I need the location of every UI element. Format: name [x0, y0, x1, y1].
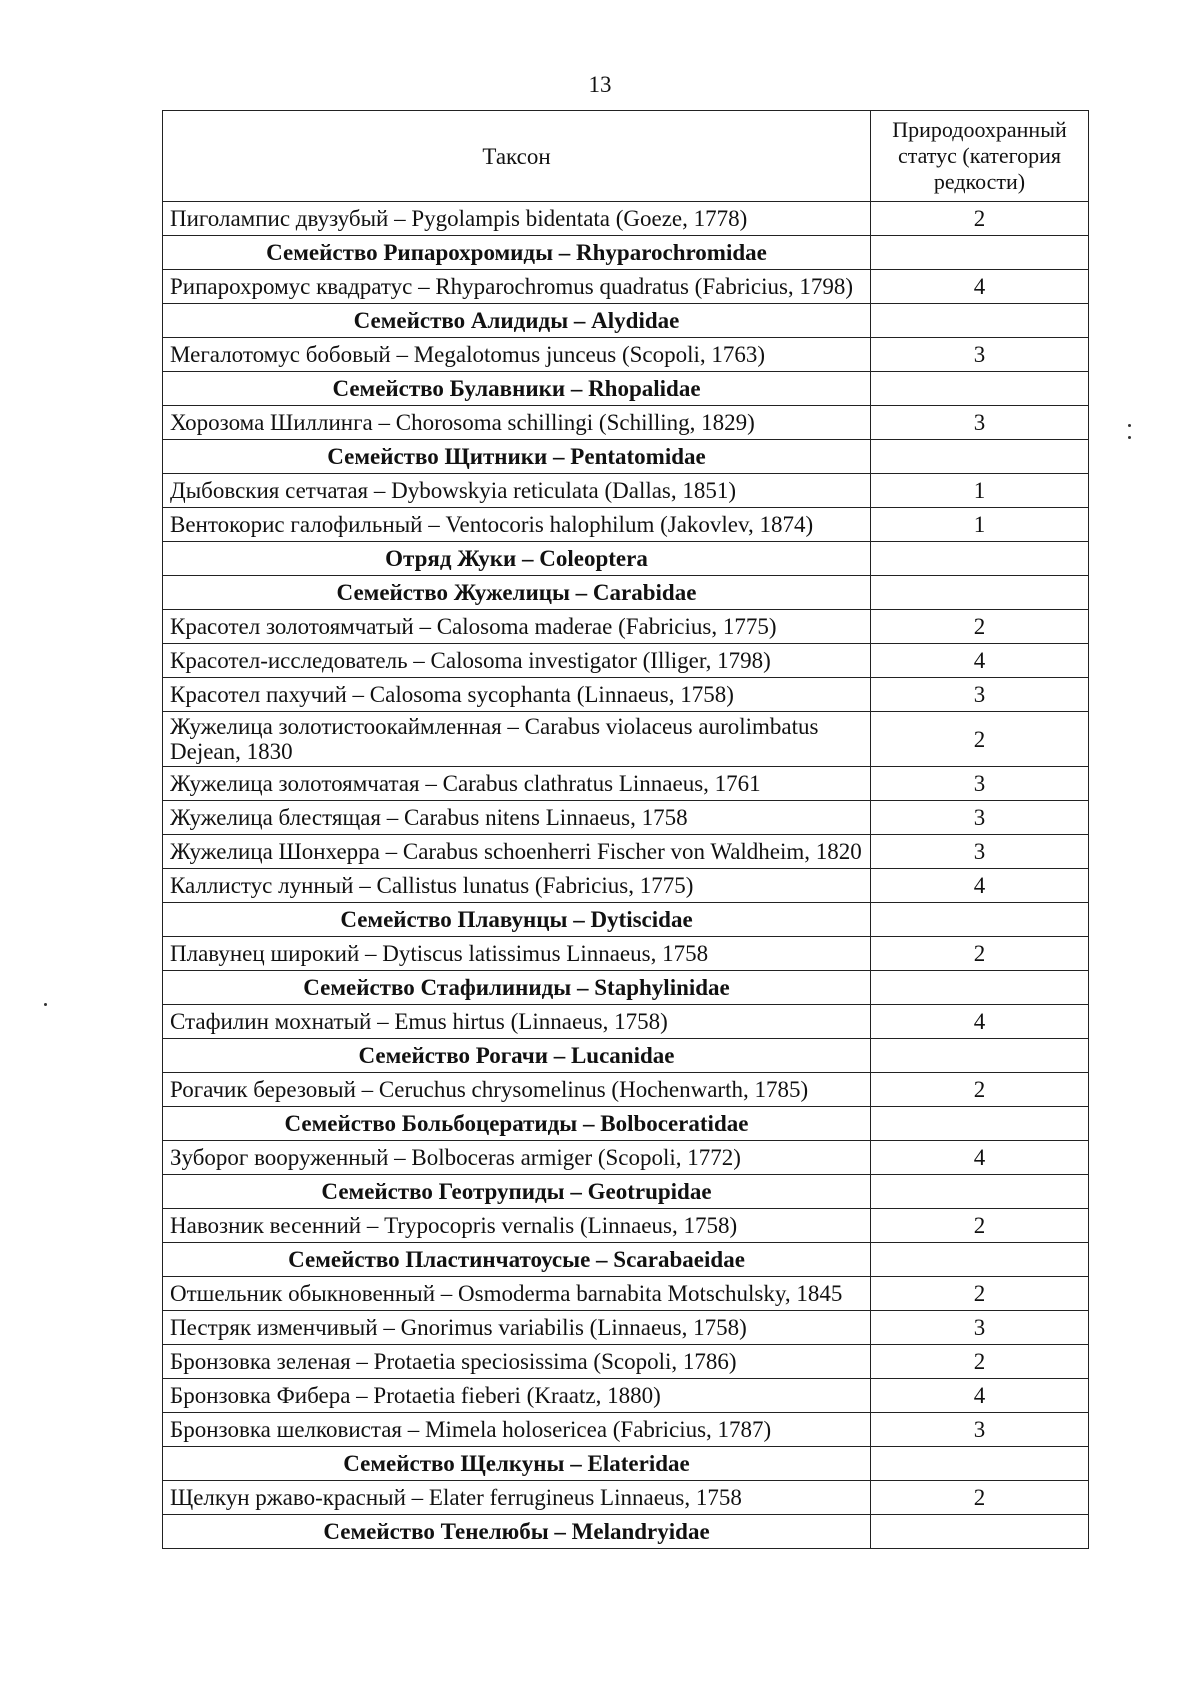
scan-speck [1128, 424, 1131, 427]
status-category [871, 576, 1089, 610]
status-category: 3 [871, 406, 1089, 440]
species-row [163, 1379, 1089, 1413]
status-category: 4 [871, 644, 1089, 678]
status-category [871, 440, 1089, 474]
taxon-name: Вентокорис галофильный – Ventocoris halophilum (Jakovlev, 1874) [163, 508, 871, 542]
status-category: 3 [871, 678, 1089, 712]
species-row [163, 1209, 1089, 1243]
species-row [163, 474, 1089, 508]
family-name: Семейство Рогачи – Lucanidae [163, 1039, 871, 1073]
species-row [163, 1481, 1089, 1515]
family-heading-row [163, 236, 1089, 270]
family-name: Семейство Рипарохромиды – Rhyparochromidae [163, 236, 871, 270]
family-heading-row [163, 903, 1089, 937]
status-category: 4 [871, 869, 1089, 903]
table-body [163, 202, 1089, 1549]
family-heading-row [163, 1107, 1089, 1141]
species-row [163, 801, 1089, 835]
species-row [163, 202, 1089, 236]
status-category: 3 [871, 801, 1089, 835]
status-category: 2 [871, 1277, 1089, 1311]
taxon-name: Пиголампис двузубый – Pygolampis bidentata (Goeze, 1778) [163, 202, 871, 236]
status-category [871, 236, 1089, 270]
species-row [163, 1073, 1089, 1107]
species-row [163, 1311, 1089, 1345]
header-status: Природоохранный статус (категория редкости) [871, 111, 1089, 202]
status-category: 2 [871, 202, 1089, 236]
status-category [871, 1243, 1089, 1277]
species-row [163, 1413, 1089, 1447]
species-row [163, 644, 1089, 678]
status-category [871, 1515, 1089, 1549]
species-row [163, 406, 1089, 440]
taxon-name: Дыбовския сетчатая – Dybowskyia reticulata (Dallas, 1851) [163, 474, 871, 508]
taxon-name: Рогачик березовый – Ceruchus chrysomelinus (Hochenwarth, 1785) [163, 1073, 871, 1107]
status-category: 3 [871, 767, 1089, 801]
taxon-name: Красотел пахучий – Calosoma sycophanta (Linnaeus, 1758) [163, 678, 871, 712]
species-row [163, 678, 1089, 712]
header-taxon: Таксон [163, 111, 871, 202]
status-category [871, 372, 1089, 406]
status-category [871, 971, 1089, 1005]
family-name: Семейство Плавунцы – Dytiscidae [163, 903, 871, 937]
taxon-name: Плавунец широкий – Dytiscus latissimus Linnaeus, 1758 [163, 937, 871, 971]
taxon-name: Хорозома Шиллинга – Chorosoma schillingi (Schilling, 1829) [163, 406, 871, 440]
taxon-name: Жужелица блестящая – Carabus nitens Linnaeus, 1758 [163, 801, 871, 835]
taxon-name: Жужелица золотоямчатая – Carabus clathratus Linnaeus, 1761 [163, 767, 871, 801]
status-category: 2 [871, 1481, 1089, 1515]
taxon-name: Навозник весенний – Trypocopris vernalis (Linnaeus, 1758) [163, 1209, 871, 1243]
taxon-name: Отшельник обыкновенный – Osmoderma barnabita Motschulsky, 1845 [163, 1277, 871, 1311]
species-row [163, 869, 1089, 903]
family-name: Семейство Булавники – Rhopalidae [163, 372, 871, 406]
family-heading-row [163, 1447, 1089, 1481]
scan-speck [44, 1003, 47, 1006]
taxa-table [162, 110, 1089, 1549]
status-category [871, 1039, 1089, 1073]
family-heading-row [163, 1243, 1089, 1277]
page-number: 13 [588, 72, 612, 97]
status-category [871, 542, 1089, 576]
status-category [871, 1175, 1089, 1209]
scan-speck [1128, 436, 1131, 439]
taxon-name: Бронзовка шелковистая – Mimela holosericea (Fabricius, 1787) [163, 1413, 871, 1447]
family-heading-row [163, 440, 1089, 474]
taxon-name: Жужелица Шонхерра – Carabus schoenherri Fischer von Waldheim, 1820 [163, 835, 871, 869]
species-row [163, 270, 1089, 304]
family-name: Семейство Пластинчатоусые – Scarabaeidae [163, 1243, 871, 1277]
status-category: 3 [871, 1311, 1089, 1345]
status-category: 2 [871, 1073, 1089, 1107]
family-heading-row [163, 1175, 1089, 1209]
taxon-name: Красотел золотоямчатый – Calosoma maderae (Fabricius, 1775) [163, 610, 871, 644]
species-row [163, 712, 1089, 767]
table-header-row [163, 111, 1089, 202]
family-heading-row [163, 1039, 1089, 1073]
species-row [163, 1277, 1089, 1311]
status-category [871, 903, 1089, 937]
species-row [163, 835, 1089, 869]
species-row [163, 610, 1089, 644]
family-name: Семейство Стафилиниды – Staphylinidae [163, 971, 871, 1005]
species-row [163, 767, 1089, 801]
status-category: 2 [871, 610, 1089, 644]
taxon-name: Стафилин мохнатый – Emus hirtus (Linnaeus, 1758) [163, 1005, 871, 1039]
family-name: Семейство Жужелицы – Carabidae [163, 576, 871, 610]
family-heading-row [163, 542, 1089, 576]
taxon-name: Бронзовка зеленая – Protaetia speciosissima (Scopoli, 1786) [163, 1345, 871, 1379]
family-heading-row [163, 576, 1089, 610]
status-category: 1 [871, 474, 1089, 508]
status-category: 2 [871, 1345, 1089, 1379]
status-category [871, 304, 1089, 338]
family-name: Семейство Геотрупиды – Geotrupidae [163, 1175, 871, 1209]
status-category [871, 1107, 1089, 1141]
family-name: Семейство Алидиды – Alydidae [163, 304, 871, 338]
family-heading-row [163, 1515, 1089, 1549]
taxon-name: Бронзовка Фибера – Protaetia fieberi (Kraatz, 1880) [163, 1379, 871, 1413]
species-row [163, 1345, 1089, 1379]
status-category: 2 [871, 1209, 1089, 1243]
status-category: 1 [871, 508, 1089, 542]
status-category: 4 [871, 1379, 1089, 1413]
taxon-name: Рипарохромус квадратус – Rhyparochromus quadratus (Fabricius, 1798) [163, 270, 871, 304]
species-row [163, 508, 1089, 542]
family-heading-row [163, 304, 1089, 338]
status-category: 4 [871, 1141, 1089, 1175]
status-category: 3 [871, 1413, 1089, 1447]
status-category: 4 [871, 1005, 1089, 1039]
status-category: 3 [871, 338, 1089, 372]
family-heading-row [163, 971, 1089, 1005]
taxon-name: Жужелица золотистоокаймленная – Carabus violaceus aurolimbatus Dejean, 1830 [163, 712, 871, 767]
taxon-name: Каллистус лунный – Callistus lunatus (Fabricius, 1775) [163, 869, 871, 903]
status-category: 3 [871, 835, 1089, 869]
family-name: Семейство Щелкуны – Elateridae [163, 1447, 871, 1481]
species-row [163, 1005, 1089, 1039]
status-category [871, 1447, 1089, 1481]
status-category: 2 [871, 712, 1089, 767]
family-heading-row [163, 372, 1089, 406]
taxon-name: Зуборог вооруженный – Bolboceras armiger (Scopoli, 1772) [163, 1141, 871, 1175]
taxon-name: Щелкун ржаво-красный – Elater ferrugineus Linnaeus, 1758 [163, 1481, 871, 1515]
status-category: 2 [871, 937, 1089, 971]
family-name: Семейство Щитники – Pentatomidae [163, 440, 871, 474]
taxon-name: Мегалотомус бобовый – Megalotomus junceus (Scopoli, 1763) [163, 338, 871, 372]
taxon-name: Пестряк изменчивый – Gnorimus variabilis (Linnaeus, 1758) [163, 1311, 871, 1345]
species-row [163, 1141, 1089, 1175]
species-row [163, 338, 1089, 372]
taxon-name: Красотел-исследователь – Calosoma investigator (Illiger, 1798) [163, 644, 871, 678]
family-name: Семейство Тенелюбы – Melandryidae [163, 1515, 871, 1549]
status-category: 4 [871, 270, 1089, 304]
species-row [163, 937, 1089, 971]
family-name: Отряд Жуки – Coleoptera [163, 542, 871, 576]
family-name: Семейство Больбоцератиды – Bolboceratidae [163, 1107, 871, 1141]
